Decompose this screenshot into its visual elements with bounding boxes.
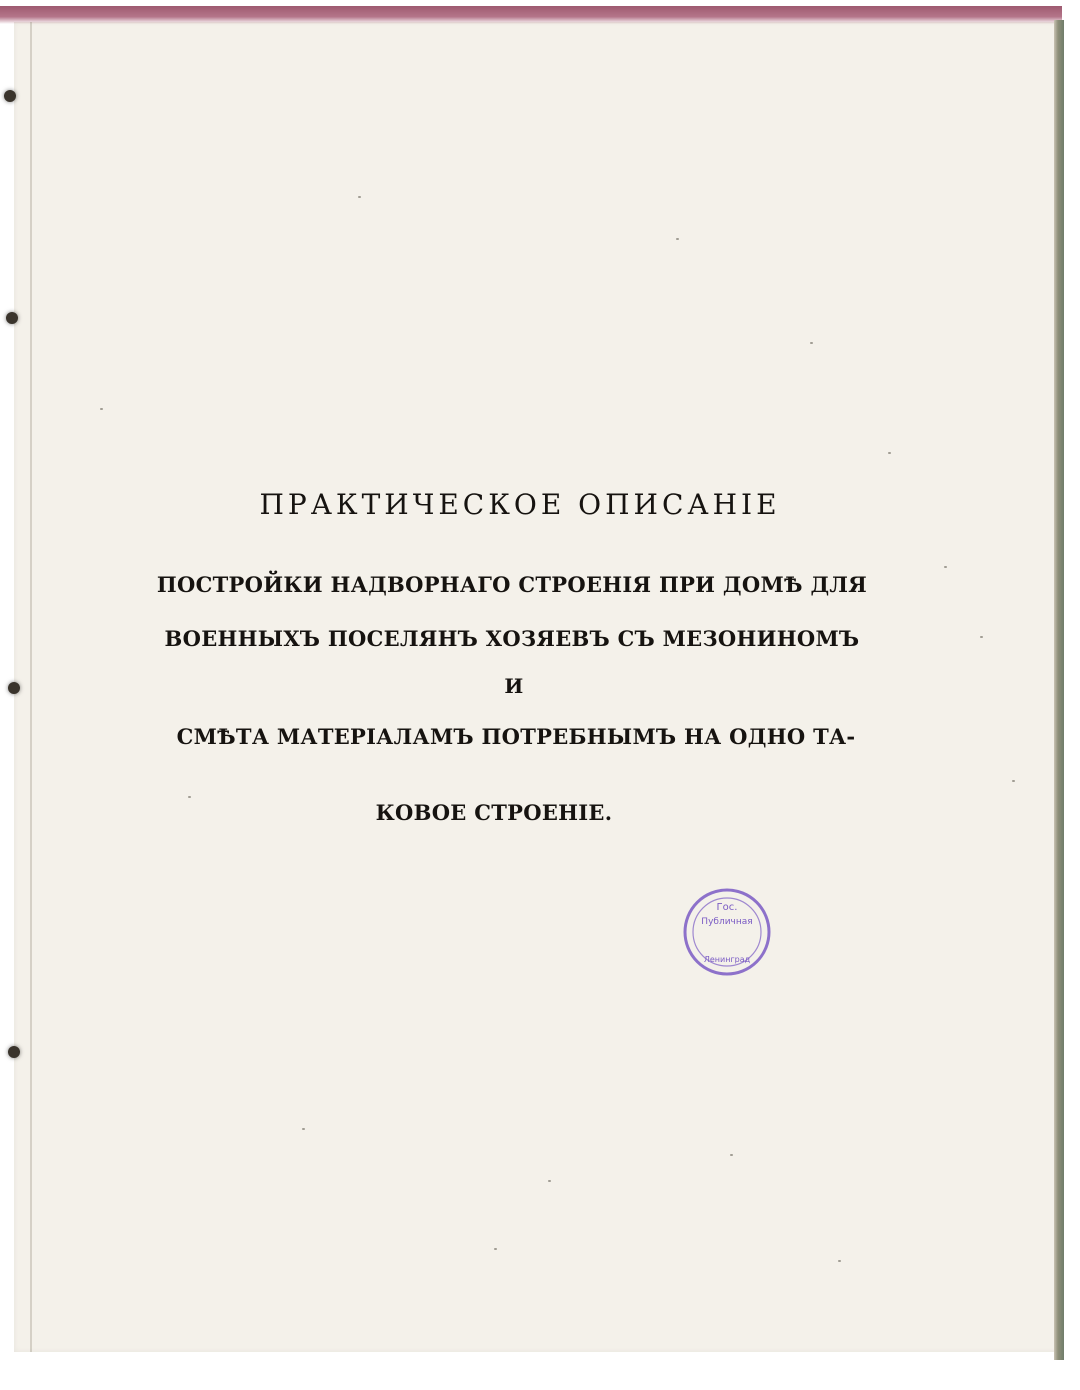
binding-hole <box>4 90 16 102</box>
paper-speck <box>548 1180 551 1182</box>
subtitle-conjunction: И <box>504 674 524 698</box>
paper-speck <box>100 408 103 410</box>
paper-speck <box>1012 780 1015 782</box>
subtitle-line-3: СМѢТА МАТЕРІАЛАМЪ ПОТРЕБНЫМЪ НА ОДНО ТА- <box>176 724 856 749</box>
stamp-text-bottom: Ленинград <box>703 955 751 964</box>
subtitle-line-1: ПОСТРОЙКИ НАДВОРНАГО СТРОЕНІЯ ПРИ ДОМѢ ДЛЯ <box>156 572 868 597</box>
binding-edge-right <box>1054 20 1064 1360</box>
paper-speck <box>302 1128 305 1130</box>
paper-speck <box>676 238 679 240</box>
document-title: ПРАКТИЧЕСКОЕ ОПИСАНІЕ <box>259 488 781 521</box>
paper-speck <box>944 566 947 568</box>
subtitle-line-2: ВОЕННЫХЪ ПОСЕЛЯНЪ ХОЗЯЕВЪ СЪ МЕЗОНИНОМЪ <box>164 626 860 651</box>
page-gutter <box>30 22 32 1352</box>
binding-hole <box>6 312 18 324</box>
binding-hole <box>8 682 20 694</box>
stamp-text-top: Гос. <box>716 902 738 913</box>
paper-speck <box>188 796 191 798</box>
stamp-text-mid: Публичная <box>701 917 753 927</box>
binding-hole <box>8 1046 20 1058</box>
paper-speck <box>810 342 813 344</box>
paper-speck <box>494 1248 497 1250</box>
paper-speck <box>980 636 983 638</box>
paper-speck <box>358 196 361 198</box>
paper-speck <box>838 1260 841 1262</box>
library-stamp <box>672 880 782 980</box>
subtitle-line-4: КОВОЕ СТРОЕНІЕ. <box>375 800 613 825</box>
binding-edge-top <box>0 6 1062 24</box>
paper-speck <box>888 452 891 454</box>
paper-speck <box>730 1154 733 1156</box>
